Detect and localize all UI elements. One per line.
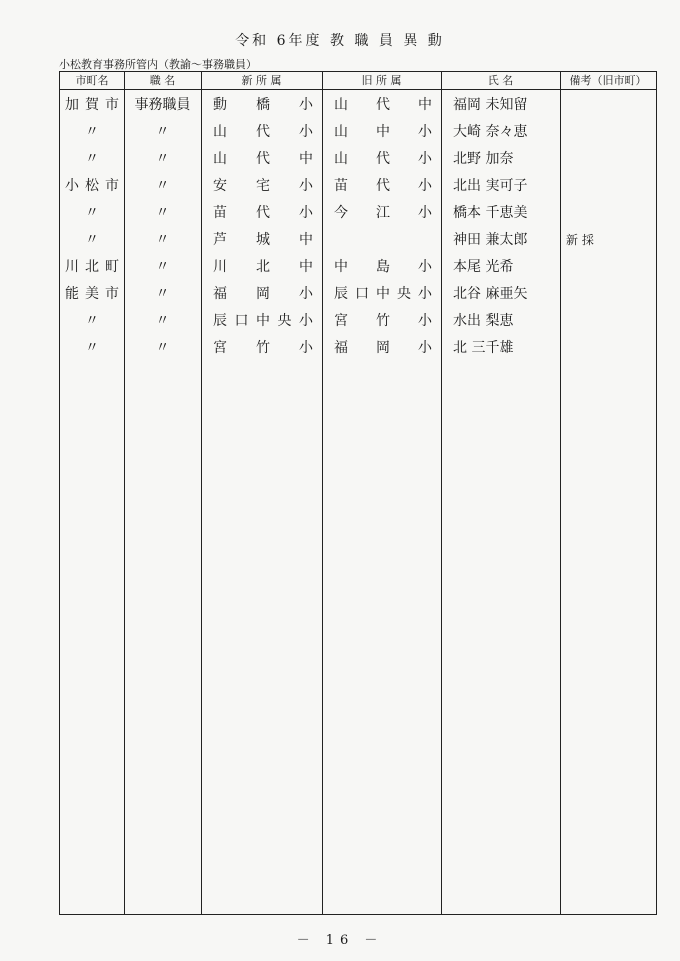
header-city: 市町名 xyxy=(75,74,109,87)
table-row xyxy=(60,308,656,335)
header-note: 備考（旧市町） xyxy=(569,74,647,87)
cell-position: 〃 xyxy=(155,178,170,194)
cell-new-post: 山代中 xyxy=(213,151,313,167)
table-row xyxy=(60,200,656,227)
cell-position: 〃 xyxy=(155,124,170,140)
header-old-post: 旧 所 属 xyxy=(361,74,402,87)
table-row xyxy=(60,92,656,119)
cell-city: 川北町 xyxy=(65,259,119,275)
cell-name: 本尾 光希 xyxy=(453,259,514,275)
cell-old-post: 山代中 xyxy=(334,97,432,113)
document-subtitle: 小松教育事務所管内（教諭～事務職員） xyxy=(59,58,257,71)
document-title: 令和 6年度 教 職 員 異 動 xyxy=(235,33,445,49)
header-new-post: 新 所 属 xyxy=(241,74,282,87)
cell-position: 〃 xyxy=(155,205,170,221)
cell-note xyxy=(566,119,626,146)
table-row xyxy=(60,146,656,173)
cell-city: 〃 xyxy=(85,340,99,356)
cell-name: 北出 実可子 xyxy=(453,178,528,194)
table-header-row xyxy=(60,72,656,90)
table-row xyxy=(60,254,656,281)
page-number: － 16 － xyxy=(296,933,384,948)
cell-city: 〃 xyxy=(85,205,99,221)
cell-old-post: 苗代小 xyxy=(334,178,432,194)
cell-position: 〃 xyxy=(155,232,170,248)
cell-position: 〃 xyxy=(155,313,170,329)
cell-note: 新 採 xyxy=(566,233,594,247)
cell-position: 事務職員 xyxy=(134,97,191,113)
cell-old-post xyxy=(334,227,432,254)
cell-note xyxy=(566,92,626,119)
cell-name: 福岡 未知留 xyxy=(453,97,528,113)
cell-old-post: 福岡小 xyxy=(334,340,432,356)
cell-city: 〃 xyxy=(85,151,99,167)
table-row xyxy=(60,335,656,362)
cell-new-post: 川北中 xyxy=(213,259,313,275)
cell-name: 北谷 麻亜矢 xyxy=(453,286,528,302)
table-row xyxy=(60,227,656,254)
cell-city: 能美市 xyxy=(65,286,119,302)
cell-new-post: 山代小 xyxy=(213,124,313,140)
cell-note xyxy=(566,173,626,200)
cell-old-post: 辰口中央小 xyxy=(334,286,432,302)
cell-old-post: 今江小 xyxy=(334,205,432,221)
header-position: 職 名 xyxy=(149,74,176,87)
cell-old-post: 山中小 xyxy=(334,124,432,140)
cell-old-post: 山代小 xyxy=(334,151,432,167)
cell-name: 北 三千雄 xyxy=(453,340,514,356)
cell-position: 〃 xyxy=(155,286,170,302)
cell-note xyxy=(566,308,626,335)
cell-city: 〃 xyxy=(85,313,99,329)
cell-note xyxy=(566,200,626,227)
header-name: 氏 名 xyxy=(487,74,514,87)
cell-position: 〃 xyxy=(155,340,170,356)
cell-name: 北野 加奈 xyxy=(453,151,514,167)
table-row xyxy=(60,119,656,146)
cell-new-post: 福岡小 xyxy=(213,286,313,302)
cell-city: 〃 xyxy=(85,232,99,248)
cell-old-post: 宮竹小 xyxy=(334,313,432,329)
cell-new-post: 芦城中 xyxy=(213,232,313,248)
table-row xyxy=(60,281,656,308)
cell-name: 神田 兼太郎 xyxy=(453,232,528,248)
cell-note xyxy=(566,281,626,308)
cell-name: 水出 梨恵 xyxy=(453,313,514,329)
cell-old-post: 中島小 xyxy=(334,259,432,275)
cell-city: 小松市 xyxy=(65,178,119,194)
cell-note xyxy=(566,335,626,362)
cell-note xyxy=(566,146,626,173)
cell-position: 〃 xyxy=(155,151,170,167)
cell-name: 橋本 千恵美 xyxy=(453,205,528,221)
cell-name: 大崎 奈々恵 xyxy=(453,124,528,140)
table-row xyxy=(60,173,656,200)
cell-new-post: 宮竹小 xyxy=(213,340,313,356)
cell-city: 〃 xyxy=(85,124,99,140)
cell-new-post: 辰口中央小 xyxy=(213,313,313,329)
cell-position: 〃 xyxy=(155,259,170,275)
personnel-table xyxy=(59,71,657,915)
cell-new-post: 動橋小 xyxy=(213,97,313,113)
cell-new-post: 苗代小 xyxy=(213,205,313,221)
cell-new-post: 安宅小 xyxy=(213,178,313,194)
cell-note xyxy=(566,254,626,281)
cell-city: 加賀市 xyxy=(65,97,119,113)
